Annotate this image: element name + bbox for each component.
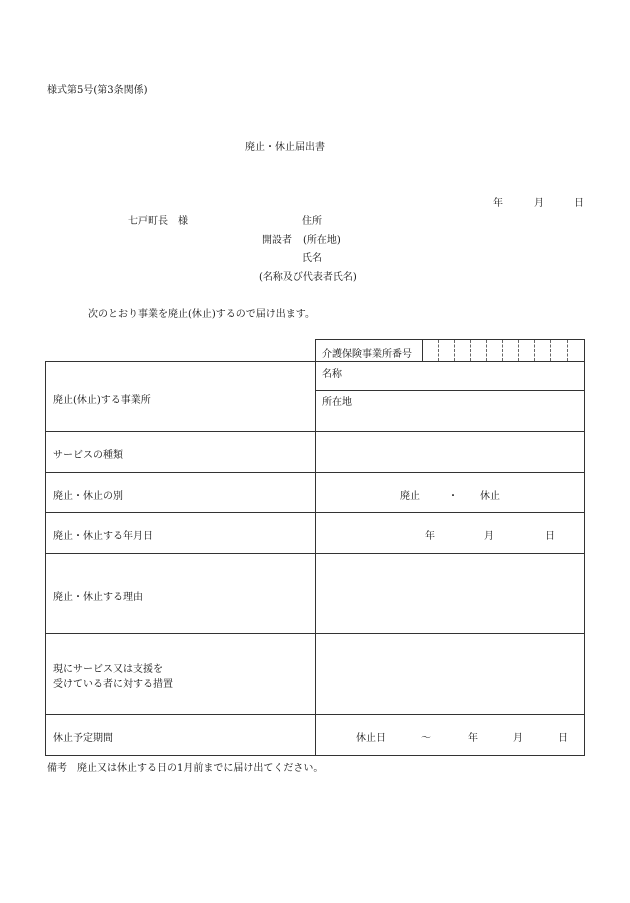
office-number-label: 介護保険事業所番号 bbox=[322, 349, 412, 360]
category-separator: ・ bbox=[448, 491, 458, 502]
measures-label-line2: 受けている者に対する措置 bbox=[53, 679, 173, 690]
date-month: 月 bbox=[534, 198, 544, 209]
recipient: 七戸町長 様 bbox=[128, 216, 188, 227]
founder-label: 開設者 bbox=[262, 235, 292, 246]
intro-text: 次のとおり事業を廃止(休止)するので届け出ます。 bbox=[88, 309, 316, 320]
date-day-cell: 日 bbox=[545, 531, 555, 542]
period-month: 月 bbox=[513, 733, 523, 744]
reason-label: 廃止・休止する理由 bbox=[53, 592, 143, 603]
period-label: 休止予定期間 bbox=[53, 733, 113, 744]
date-year: 年 bbox=[493, 198, 503, 209]
date-month-cell: 月 bbox=[484, 531, 494, 542]
category-option-abolish: 廃止 bbox=[400, 491, 420, 502]
measures-label-line1: 現にサービス又は支援を bbox=[53, 664, 163, 675]
office-location-label: 所在地 bbox=[322, 397, 352, 408]
form-number: 様式第5号(第3条関係) bbox=[47, 85, 148, 96]
address-label: 住所 bbox=[302, 216, 322, 227]
date-year-cell: 年 bbox=[425, 531, 435, 542]
period-tilde: 〜 bbox=[421, 733, 431, 744]
date-day: 日 bbox=[574, 198, 584, 209]
category-option-suspend: 休止 bbox=[480, 491, 500, 502]
office-name-label: 名称 bbox=[322, 369, 342, 380]
location-label: (所在地) bbox=[303, 235, 341, 246]
remarks: 備考 廃止又は休止する日の1月前までに届け出てください。 bbox=[47, 763, 324, 774]
period-start-label: 休止日 bbox=[356, 733, 386, 744]
office-label: 廃止(休止)する事業所 bbox=[53, 395, 151, 406]
name-label: 氏名 bbox=[302, 253, 322, 264]
corp-name-label: (名称及び代表者氏名) bbox=[259, 272, 357, 283]
service-type-label: サービスの種類 bbox=[53, 450, 123, 461]
date-label: 廃止・休止する年月日 bbox=[53, 531, 153, 542]
category-label: 廃止・休止の別 bbox=[53, 491, 123, 502]
period-year: 年 bbox=[468, 733, 478, 744]
page-title: 廃止・休止届出書 bbox=[245, 142, 325, 153]
period-day: 日 bbox=[558, 733, 568, 744]
